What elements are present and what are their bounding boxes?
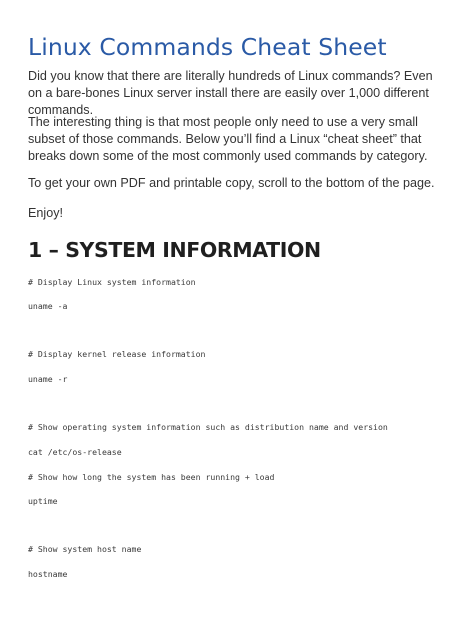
page-title: Linux Commands Cheat Sheet <box>28 33 387 61</box>
code-comment: # Show how long the system has been running + load <box>28 472 275 482</box>
intro-paragraph: Did you know that there are literally hundreds of Linux commands? Even on a bare-bones Linux server install there are easily over 1,000 different commands. <box>28 69 433 117</box>
code-command: cat /etc/os-release <box>28 447 122 457</box>
subset-paragraph: The interesting thing is that most people only need to use a very small subset of those commands. Below you’ll find a Linux “cheat sheet” that breaks down some of the most commonly used commands by category. <box>28 115 428 163</box>
code-command: uptime <box>28 496 58 506</box>
code-comment: # Display Linux system information <box>28 277 196 287</box>
section-heading: 1 – SYSTEM INFORMATION <box>28 238 321 262</box>
enjoy-paragraph: Enjoy! <box>28 206 64 220</box>
code-command: uname -r <box>28 374 68 384</box>
code-command: hostname <box>28 569 68 579</box>
code-comment: # Show system host name <box>28 544 142 554</box>
code-comment: # Display kernel release information <box>28 349 206 359</box>
code-command: uname -a <box>28 301 68 311</box>
code-comment: # Show operating system information such as distribution name and version <box>28 422 388 432</box>
pdf-paragraph: To get your own PDF and printable copy, scroll to the bottom of the page. <box>28 176 435 190</box>
